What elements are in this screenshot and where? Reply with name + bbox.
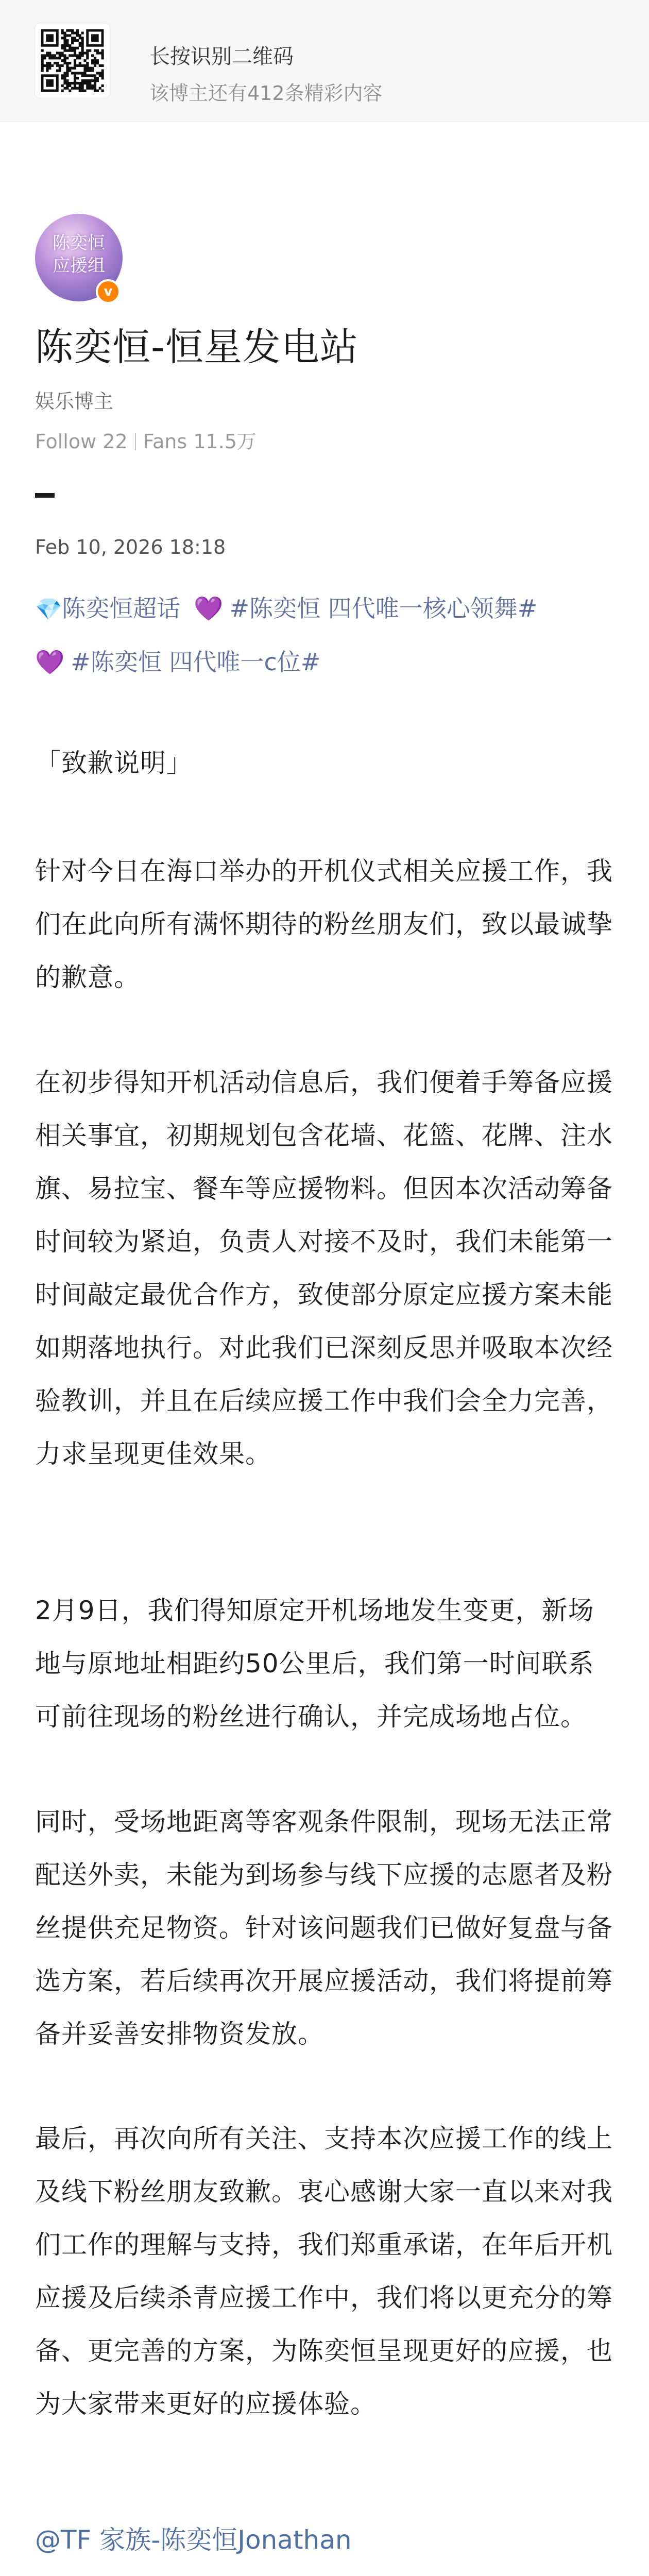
fans-count[interactable]: Fans 11.5万 — [143, 430, 257, 453]
stats-divider — [135, 433, 136, 450]
topic-tags — [35, 582, 617, 688]
tag-super-topic[interactable]: 陈奕恒超话 — [62, 595, 181, 622]
diamond-icon: 💎 — [35, 597, 62, 622]
tags-line-1 — [35, 582, 617, 636]
banner-title: 长按识别二维码 — [149, 45, 294, 69]
top-qr-banner[interactable] — [0, 0, 649, 122]
profile-stats — [35, 426, 257, 454]
paragraph-supplies: 同时，受场地距离等客观条件限制，现场无法正常配送外卖，未能为到场参与线下应援的志愿者及粉丝提供充足物资。针对该问题我们已做好复盘与备选方案，若后续再次开展应援活动，我们将提前筹备并妥善安排物资发放。 — [35, 1807, 613, 2049]
paragraph-closing: 最后，再次向所有关注、支持本次应援工作的线上及线下粉丝朋友致歉。衷心感谢大家一直以来对我们工作的理解与支持，我们郑重承诺，在年后开机应援及后续杀青应援工作中，我们将以更充分的筹备、更完善的方案，为陈奕恒呈现更好的应援，也为大家带来更好的应援体验。 — [35, 2124, 613, 2419]
purple-heart-icon: 💜 — [35, 648, 65, 676]
post-date: Feb 10, 2026 18:18 — [35, 536, 226, 558]
follow-count[interactable]: Follow 22 — [35, 430, 128, 453]
tags-line-2 — [35, 636, 617, 688]
avatar-text: 陈奕恒 应援组 — [53, 233, 105, 276]
qr-code-icon[interactable] — [35, 23, 110, 98]
paragraph-venue-change: 2月9日，我们得知原定开机场地发生变更，新场地与原地址相距约50公里后，我们第一时间联系可前往现场的粉丝进行确认，并完成场地占位。 — [35, 1596, 594, 1732]
divider-dash — [35, 493, 55, 498]
mention-link[interactable]: @TF 家族-陈奕恒Jonathan — [35, 2525, 352, 2555]
purple-heart-icon: 💜 — [194, 595, 224, 622]
paragraph-apology: 针对今日在海口举办的开机仪式相关应援工作，我们在此向所有满怀期待的粉丝朋友们，致以最诚挚的歉意。 — [35, 856, 613, 992]
profile-name[interactable]: 陈奕恒-恒星发电站 — [35, 325, 358, 369]
profile-role: 娱乐博主 — [35, 390, 114, 413]
verified-icon: v — [96, 279, 121, 304]
tag-core-dancer[interactable]: #陈奕恒 四代唯一核心领舞# — [229, 595, 538, 622]
tag-c-position[interactable]: #陈奕恒 四代唯一c位# — [71, 648, 321, 676]
banner-subtitle: 该博主还有412条精彩内容 — [149, 82, 383, 105]
paragraph-heading: 「致歉说明」 — [35, 748, 193, 778]
paragraph-preparation: 在初步得知开机活动信息后，我们便着手筹备应援相关事宜，初期规划包含花墙、花篮、花牌、注水旗、易拉宝、餐车等应援物料。但因本次活动筹备时间较为紧迫，负责人对接不及时，我们未能第一时间敲定最优合作方，致使部分原定应援方案未能如期落地执行。对此我们已深刻反思并吸取本次经验教训，并且在后续应援工作中我们会全力完善，力求呈现更佳效果。 — [35, 1067, 613, 1469]
